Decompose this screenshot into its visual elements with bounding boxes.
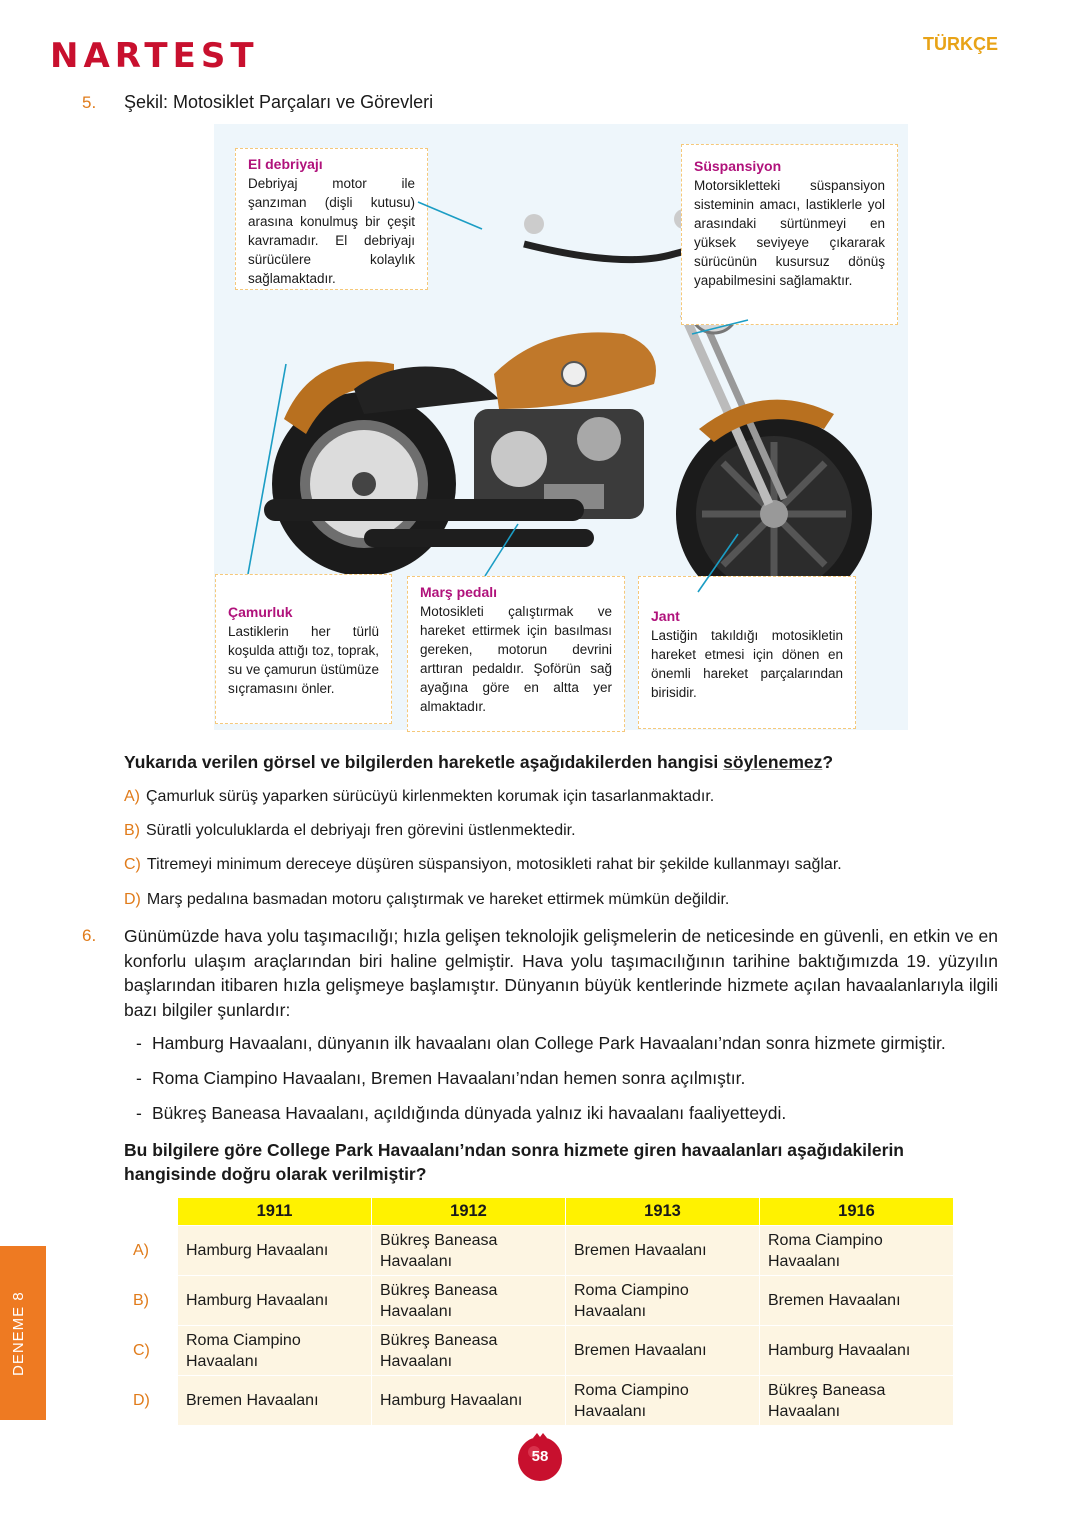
publisher-logo: NARTEST (50, 36, 259, 76)
question-prompt: Bu bilgilere göre College Park Havaalanı’ndan sonra hizmete giren havaalanları aşağıdakilerin hangisinde doğru olarak verilmiştir? (124, 1140, 904, 1184)
option-letter: D) (124, 891, 141, 908)
option-letter: D) (125, 1376, 178, 1426)
table-cell: Roma Ciampino Havaalanı (178, 1326, 372, 1376)
test-side-tab (0, 1246, 46, 1420)
table-cell: Bremen Havaalanı (178, 1376, 372, 1426)
info-bullet: - Bükreş Baneasa Havaalanı, açıldığında dünyada yalnız iki havaalanı faaliyetteydi. (136, 1103, 787, 1123)
option-letter: C) (125, 1326, 178, 1376)
info-text: Lastiklerin her türlü koşulda attığı toz, toprak, su ve çamurun üstümüze sıçramasını önler. (228, 624, 379, 696)
column-header: 1912 (372, 1198, 566, 1226)
info-text: Debriyaj motor ile şanzıman (dişli kutusu) arasına konulmuş bir çeşit kavramadır. El debriyajı sürücülere kolaylık sağlamaktadır. (248, 176, 415, 286)
table-cell: Bükreş Baneasa Havaalanı (760, 1376, 954, 1426)
table-cell: Hamburg Havaalanı (760, 1326, 954, 1376)
answer-option-b[interactable] (124, 822, 576, 840)
info-text: Motosikleti çalıştırmak ve hareket ettirmek için basılması gereken, motorun devrini arttıran pedaldır. Şoförün sağ ayağına göre en altta yer almaktadır. (420, 604, 612, 714)
column-header: 1911 (178, 1198, 372, 1226)
info-title: Süspansiyon (694, 158, 782, 174)
info-bullet: - Roma Ciampino Havaalanı, Bremen Havaalanı’ndan hemen sonra açılmıştır. (136, 1068, 746, 1088)
info-title: Jant (651, 608, 680, 624)
info-title: Çamurluk (228, 604, 293, 620)
question-paragraph: Günümüzde hava yolu taşımacılığı; hızla gelişen teknolojik gelişmelerin de neticesinde en güvenli, en etkin ve en konforlu ulaşım araçlarından biri haline gelmiştir. Hava yolu taşımacılığının tarihine baktığımızda 19. yüzyılın başlarından itibaren hızla gelişmeye başlamıştır. Dünyanın büyük kentlerinde hizmete açılan havaalanlarıyla ilgili bazı bilgiler şunlardır: (124, 926, 998, 1020)
subject-label: TÜRKÇE (923, 34, 998, 54)
column-header: 1916 (760, 1198, 954, 1226)
table-cell: Hamburg Havaalanı (178, 1226, 372, 1276)
motorcycle-figure (214, 124, 908, 730)
table-cell: Bremen Havaalanı (566, 1226, 760, 1276)
table-cell: Hamburg Havaalanı (178, 1276, 372, 1326)
option-letter: B) (125, 1276, 178, 1326)
question-prompt: Yukarıda verilen görsel ve bilgilerden hareketle aşağıdakilerden hangisi söylenemez? (124, 752, 834, 772)
answer-option-c[interactable] (124, 856, 842, 874)
option-text: Titremeyi minimum dereceye düşüren süspansiyon, motosikleti rahat bir şekilde kullanmayı sağlar. (146, 856, 842, 873)
option-text: Marş pedalına basmadan motoru çalıştırmak ve hareket ettirmek mümkün değildir. (146, 891, 730, 908)
info-text: Lastiğin takıldığı motosikletin hareket etmesi için dönen en önemli hareket parçalarından birisidir. (651, 628, 843, 700)
answer-row-b[interactable] (125, 1276, 954, 1326)
negative-keyword: söylenemez (723, 752, 823, 772)
table-cell: Bremen Havaalanı (566, 1326, 760, 1376)
answer-option-d[interactable] (124, 891, 729, 909)
table-cell: Bükreş Baneasa Havaalanı (372, 1276, 566, 1326)
table-cell: Bükreş Baneasa Havaalanı (372, 1326, 566, 1376)
figure-title: Şekil: Motosiklet Parçaları ve Görevleri (124, 92, 434, 112)
table-cell: Roma Ciampino Havaalanı (566, 1276, 760, 1326)
pointer-lines (214, 124, 908, 730)
table-cell: Roma Ciampino Havaalanı (760, 1226, 954, 1276)
table-header-row (125, 1198, 954, 1226)
answer-row-c[interactable] (125, 1326, 954, 1376)
option-text: Süratli yolculuklarda el debriyajı fren görevini üstlenmektedir. (146, 822, 576, 839)
option-letter: A) (124, 788, 140, 805)
column-header: 1913 (566, 1198, 760, 1226)
answer-row-d[interactable] (125, 1376, 954, 1426)
info-title: El debriyajı (248, 156, 323, 172)
answer-table (124, 1197, 954, 1426)
table-cell: Roma Ciampino Havaalanı (566, 1376, 760, 1426)
side-tab-label: DENEME 8 (10, 1291, 27, 1376)
option-text: Çamurluk sürüş yaparken sürücüyü kirlenmekten korumak için tasarlanmaktadır. (146, 788, 715, 805)
answer-row-a[interactable] (125, 1226, 954, 1276)
table-cell: Bremen Havaalanı (760, 1276, 954, 1326)
answer-option-a[interactable] (124, 788, 714, 806)
page-number: 58 (531, 1448, 549, 1465)
info-title: Marş pedalı (420, 584, 498, 600)
info-text: Motorsikletteki süspansiyon sisteminin amacı, lastiklerle yol arasındaki sürtünmeyi en yüksek seviyeye çıkararak sürücünün kusursuz dönüş yapabilmesini sağlamaktır. (694, 178, 885, 288)
info-bullet: - Hamburg Havaalanı, dünyanın ilk havaalanı olan College Park Havaalanı’ndan sonra hizmete girmiştir. (136, 1033, 946, 1053)
option-letter: C) (124, 856, 141, 873)
option-letter: A) (125, 1226, 178, 1276)
table-cell: Hamburg Havaalanı (372, 1376, 566, 1426)
page-number-badge (514, 1430, 566, 1482)
option-letter: B) (124, 822, 140, 839)
question-number: 6. (82, 926, 97, 945)
question-number: 5. (82, 93, 97, 112)
table-cell: Bükreş Baneasa Havaalanı (372, 1226, 566, 1276)
